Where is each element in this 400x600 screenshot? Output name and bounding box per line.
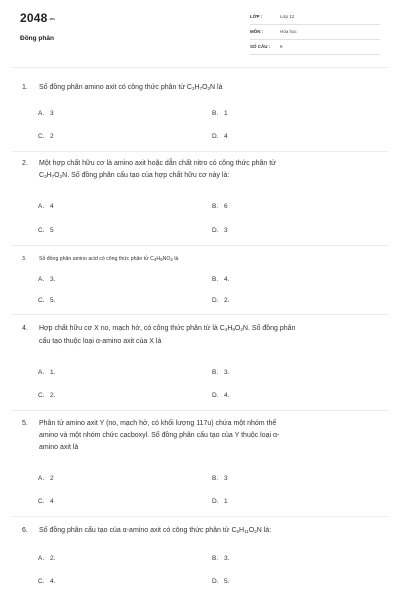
question-1-option-a[interactable]: A. 3 <box>38 110 54 117</box>
question-divider <box>12 245 388 246</box>
question-2-text: 2. Một hợp chất hữu cơ là amino axit hoặc dẫn chất nitro có công thức phân tử $C_3H_7O_2N$. Số đồng phân cấu tạo của hợp chất hữu cơ này là: <box>22 160 276 179</box>
meta-key: SỐ CÂU : <box>250 44 271 49</box>
question-5-option-b[interactable]: B. 3 <box>212 475 228 482</box>
meta-key: MÔN : <box>250 29 264 34</box>
question-2-option-b[interactable]: B. 6 <box>212 203 228 210</box>
question-4-text: 4. Hợp chất hữu cơ X no, mạch hở, có công thức phân tử là $C_4H_9O_2N$. Số đồng phân cấu tạo thuộc loại α-amino axit của X là <box>22 325 296 345</box>
question-divider <box>12 314 388 315</box>
question-2-option-d[interactable]: D. 3 <box>212 227 228 234</box>
meta-value: 6 <box>280 44 283 49</box>
question-1-stem: Số đồng phân amino axit có công thức phân tử $C_3H_7O_2N$ là <box>39 84 223 91</box>
question-divider <box>12 410 388 411</box>
meta-value: Lớp 12 <box>280 14 295 19</box>
question-2-option-c[interactable]: C. 5 <box>38 227 54 234</box>
question-1-option-d[interactable]: D. 4 <box>212 133 228 140</box>
meta-info <box>250 10 380 55</box>
document-title: Đồng phân <box>20 35 54 42</box>
question-3-option-d[interactable]: D. 2. <box>212 297 230 304</box>
question-3-option-a[interactable]: A. 3. <box>38 276 56 283</box>
question-3-option-b[interactable]: B. 4. <box>212 276 230 283</box>
question-5-option-d[interactable]: D. 1 <box>212 498 228 505</box>
question-5-option-c[interactable]: C. 4 <box>38 498 54 505</box>
question-4-option-c[interactable]: C. 2. <box>38 392 56 399</box>
header <box>0 0 400 62</box>
question-5-option-a[interactable]: A. 2 <box>38 475 54 482</box>
question-6-option-b[interactable]: B. 3. <box>212 555 230 562</box>
meta-value: Hóa học <box>280 29 297 34</box>
question-1-option-b[interactable]: B. 1 <box>212 110 228 117</box>
question-3-option-c[interactable]: C. 5. <box>38 297 56 304</box>
question-1-text: 1. Số đồng phân amino axit có công thức phân tử $C_3H_7O_2N$ là <box>22 84 223 91</box>
meta-row-subject <box>250 25 380 40</box>
question-2-option-a[interactable]: A. 4 <box>38 203 54 210</box>
meta-row-class <box>250 10 380 25</box>
question-6-text: 6. Số đồng phân cấu tạo của α-amino axit có công thức phân tử $C_5H_{11}O_2N$ là: <box>22 527 272 534</box>
question-divider <box>12 151 388 152</box>
question-6-option-d[interactable]: D. 5. <box>212 578 230 585</box>
meta-row-count <box>250 40 380 55</box>
question-6-option-c[interactable]: C. 4. <box>38 578 56 585</box>
question-6-option-a[interactable]: A. 2. <box>38 555 56 562</box>
site-logo[interactable]: $2048_{.vn}$ <box>20 11 55 25</box>
question-4-option-a[interactable]: A. 1. <box>38 369 56 376</box>
question-4-option-b[interactable]: B. 3. <box>212 369 230 376</box>
question-1-option-c[interactable]: C. 2 <box>38 133 54 140</box>
question-3-text: 3. Số đồng phân amino acid có công thức phân tử $C_4H_9NO_2$ là <box>22 256 179 262</box>
question-4-option-d[interactable]: D. 4. <box>212 392 230 399</box>
question-divider <box>12 516 388 517</box>
question-5-text: 5. Phân tử amino axit Y (no, mạch hở, có khối lượng 117u) chứa một nhóm thế amino và một nhóm chức cacboxyl. Số đồng phân cấu tạo của Y thuộc loại α- amino axit là <box>22 420 280 451</box>
meta-key: LỚP : <box>250 14 263 19</box>
header-divider <box>12 67 388 68</box>
